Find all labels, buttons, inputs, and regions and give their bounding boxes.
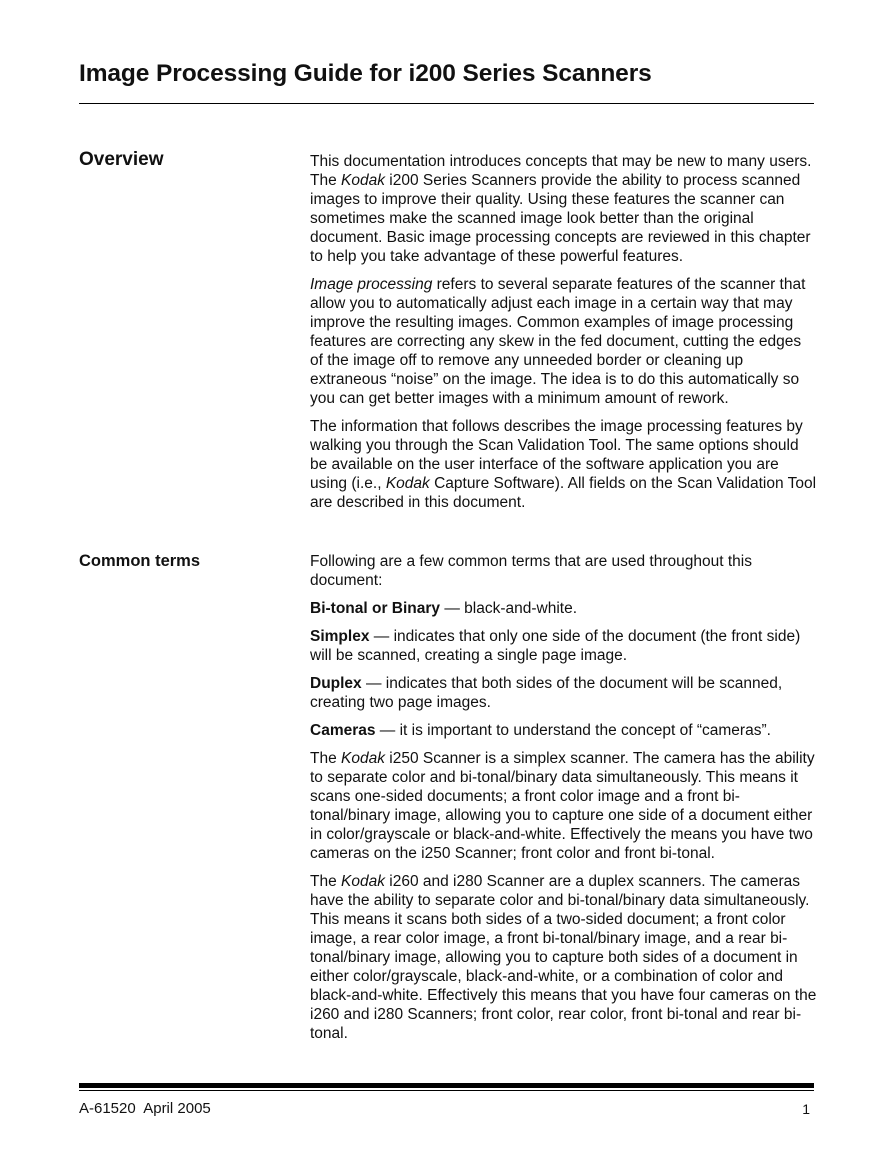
overview-body xyxy=(310,152,817,521)
brand-name: Kodak xyxy=(385,475,430,492)
term-label: Simplex xyxy=(310,628,370,645)
overview-paragraph-1: This documentation introduces concepts that may be new to many users. The Kodak i200 Series Scanners provide the ability to process scanned images to improve their quality. Using these features the scanner can sometimes make the scanned image look better than the original document. Basic image processing concepts are reviewed in this chapter to help you take advantage of these powerful features. xyxy=(310,153,812,265)
footer-divider-thick xyxy=(79,1083,814,1088)
term-label: Cameras xyxy=(310,722,376,739)
term-image-processing: Image processing xyxy=(310,276,433,293)
section-heading-common-terms: Common terms xyxy=(79,552,201,570)
footer-divider-thin xyxy=(79,1090,814,1091)
section-heading-overview: Overview xyxy=(79,149,164,170)
definition-duplex: Duplex — indicates that both sides of the document will be scanned, creating two page images. xyxy=(310,675,783,711)
definition-cameras: Cameras — it is important to understand the concept of “cameras”. xyxy=(310,722,771,739)
brand-name: Kodak xyxy=(341,750,385,767)
term-label: Duplex xyxy=(310,675,362,692)
brand-name: Kodak xyxy=(341,172,385,189)
definition-simplex: Simplex — indicates that only one side of the document (the front side) will be scanned, creating a single page image. xyxy=(310,628,801,664)
brand-name: Kodak xyxy=(341,873,385,890)
title-divider xyxy=(79,103,814,104)
page-title: Image Processing Guide for i200 Series Scanners xyxy=(79,60,652,87)
overview-paragraph-3: The information that follows describes the image processing features by walking you through the Scan Validation Tool. The same options should be available on the user interface of the software application you are using (i.e., Kodak Capture Software). All fields on the Scan Validation Tool are described in this document. xyxy=(310,418,817,511)
common-terms-body xyxy=(310,552,817,1052)
overview-paragraph-2: Image processing refers to several separate features of the scanner that allow you to automatically adjust each image in a certain way that may improve the resulting images. Common examples of image processing features are correcting any skew in the fed document, cutting the edges of the image off to remove any unneeded border or cleaning up extraneous “noise” on the image. The idea is to do this automatically so you can get better images with a minimum amount of rework. xyxy=(310,276,806,407)
paragraph-i250: The Kodak i250 Scanner is a simplex scanner. The camera has the ability to separate color and bi-tonal/binary data simultaneously. This means it scans one-sided documents; a front color image and a front bi-tonal/binary image, allowing you to capture one side of a document either in color/grayscale or black-and-white. Effectively the means you have two cameras on the i250 Scanner; front color and front bi-tonal. xyxy=(310,750,815,862)
paragraph-i260-i280: The Kodak i260 and i280 Scanner are a duplex scanners. The cameras have the ability to separate color and bi-tonal/binary data simultaneously. This means it scans both sides of a two-sided document; a front color image, a rear color image, a front bi-tonal/binary image, and a rear bi-tonal/binary image, allowing you to capture both sides of a document in either color/grayscale, black-and-white, or a combination of color and black-and-white. Effectively this means that you have four cameras on the i260 and i280 Scanners; front color, rear color, front bi-tonal and rear bi-tonal. xyxy=(310,873,817,1042)
term-label: Bi-tonal or Binary xyxy=(310,600,441,617)
common-terms-intro: Following are a few common terms that are used throughout this document: xyxy=(310,553,752,589)
footer-doc-id: A-61520 April 2005 xyxy=(79,1100,211,1117)
page-number: 1 xyxy=(802,1101,810,1117)
definition-bitonal: Bi-tonal or Binary — black-and-white. xyxy=(310,600,578,617)
